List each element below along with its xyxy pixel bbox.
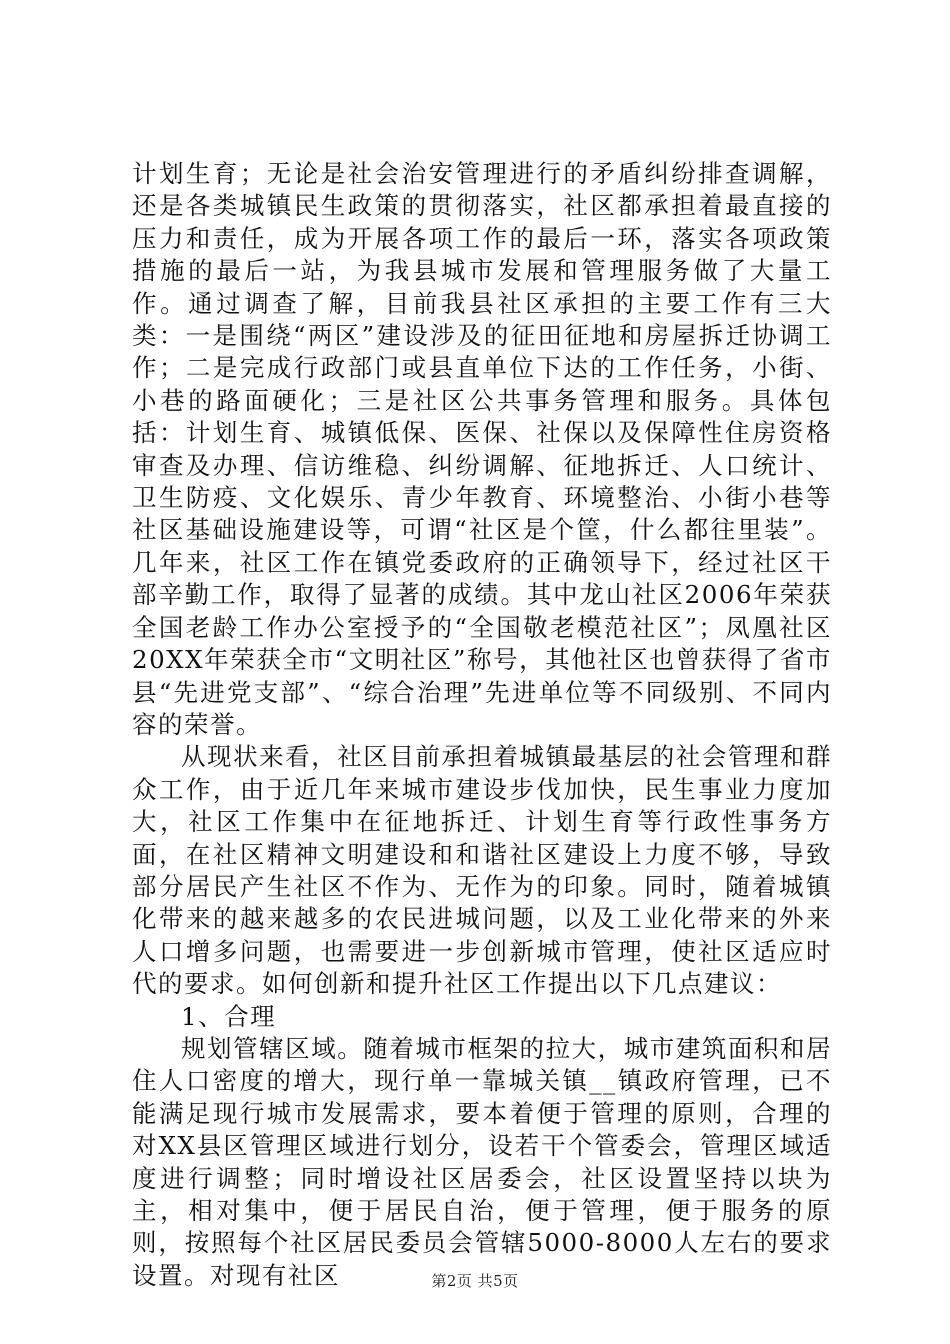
page-footer: 第2页 共5页 <box>431 1272 519 1290</box>
paragraph-3: 规划管辖区域。随着城市框架的拉大，城市建筑面积和居住人口密度的增大，现行单一靠城关镇__镇政府管理，已不能满足现行城市发展需求，要本着便于管理的原则，合理的对XX县区管理区域进行划分，设若干个管委会，管理区域适度进行调整；同时增设社区居委会，社区设置坚持以块为主，相对集中，便于居民自治，便于管理，便于服务的原则，按照每个社区居民委员会管辖5000-8000人左右的要求设置。对现有社区 <box>132 1033 832 1290</box>
section-heading-1: 1、合理 <box>181 1001 277 1031</box>
document-body <box>132 158 832 1292</box>
paragraph-1: 计划生育；无论是社会治安管理进行的矛盾纠纷排查调解，还是各类城镇民生政策的贯彻落实，社区都承担着最直接的压力和责任，成为开展各项工作的最后一环，落实各项政策措施的最后一站，为我县城市发展和管理服务做了大量工作。通过调查了解，目前我县社区承担的主要工作有三大类：一是围绕“两区”建设涉及的征田征地和房屋拆迁协调工作；二是完成行政部门或县直单位下达的工作任务，小街、小巷的路面硬化；三是社区公共事务管理和服务。具体包括：计划生育、城镇低保、医保、社保以及保障性住房资格审查及办理、信访维稳、纠纷调解、征地拆迁、人口统计、卫生防疫、文化娱乐、青少年教育、环境整治、小街小巷等社区基础设施建设等，可谓“社区是个筐，什么都往里装”。几年来，社区工作在镇党委政府的正确领导下，经过社区干部辛勤工作，取得了显著的成绩。其中龙山社区2006年荣获全国老龄工作办公室授予的“全国敬老模范社区”；凤凰社区20XX年荣获全市“文明社区”称号，其他社区也曾获得了省市县“先进党支部”、“综合治理”先进单位等不同级别、不同内容的荣誉。 <box>132 159 832 739</box>
paragraph-2: 从现状来看，社区目前承担着城镇最基层的社会管理和群众工作，由于近几年来城市建设步伐加快，民生事业力度加大，社区工作集中在征地拆迁、计划生育等行政性事务方面，在社区精神文明建设和和谐社区建设上力度不够，导致部分居民产生社区不作为、无作为的印象。同时，随着城镇化带来的越来越多的农民进城问题，以及工业化带来的外来人口增多问题，也需要进一步创新城市管理，使社区适应时代的要求。如何创新和提升社区工作提出以下几点建议： <box>132 742 832 999</box>
